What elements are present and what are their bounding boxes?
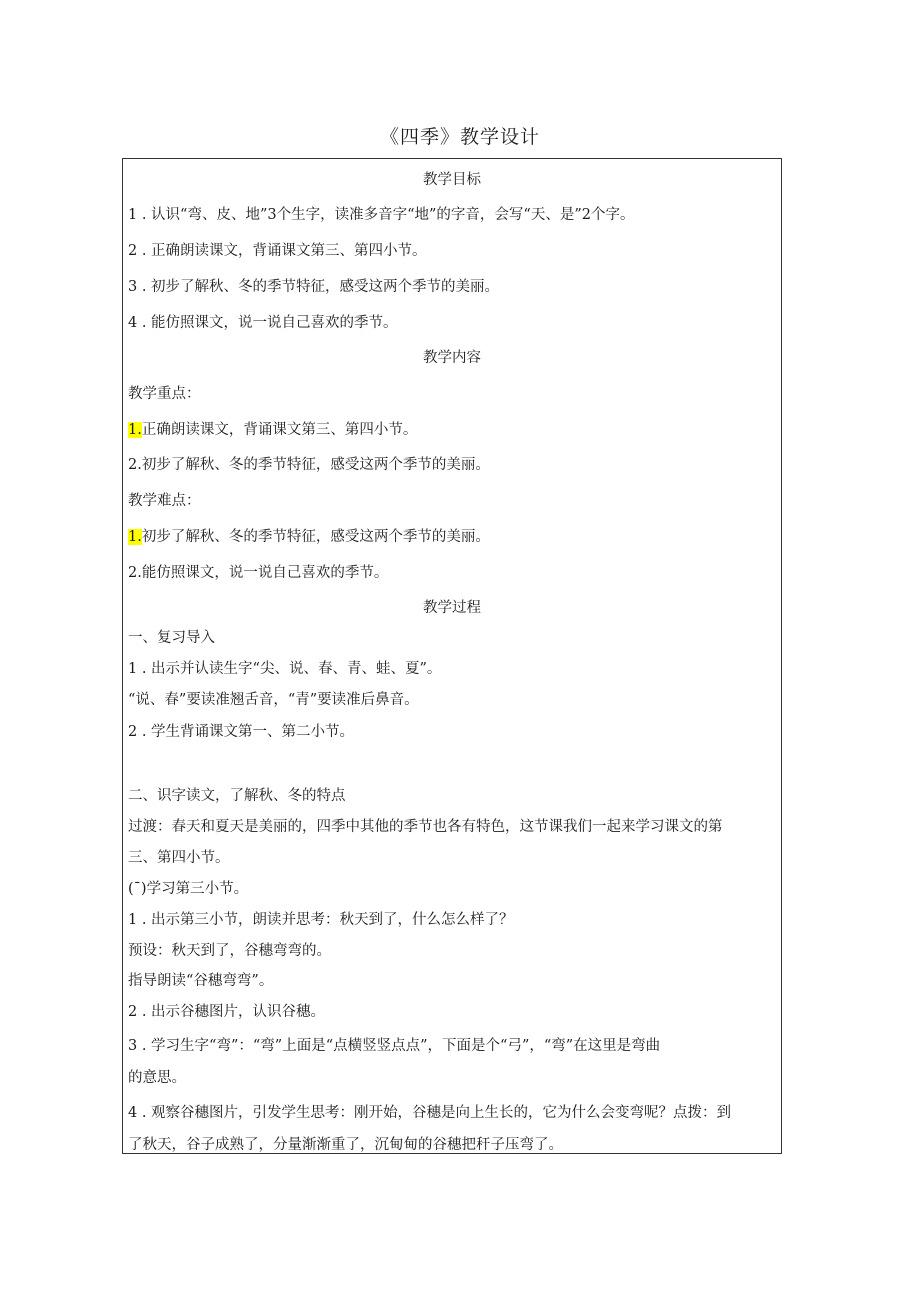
goal-item: 3 . 初步了解秋、冬的季节特征，感受这两个季节的美丽。	[128, 279, 500, 295]
process-line: 1 . 出示并认读生字“尖、说、春、青、蛙、夏”。	[128, 661, 442, 677]
process-line: 一、复习导入	[128, 630, 215, 646]
goal-item: 2 . 正确朗读课文，背诵课文第三、第四小节。	[128, 243, 427, 259]
process-line: 1 . 出示第三小节，朗读并思考：秋天到了，什么怎么样了？	[128, 912, 514, 928]
process-line: 了秋天，谷子成熟了，分量渐渐重了，沉甸甸的谷穗把秆子压弯了。	[128, 1137, 563, 1153]
key-point-item: 1.正确朗读课文，背诵课文第三、第四小节。	[128, 422, 418, 438]
process-line: 4 . 观察谷穗图片，引发学生思考：刚开始，谷穗是向上生长的，它为什么会变弯呢？点拨：到	[128, 1105, 732, 1121]
goal-item: 1 . 认识“弯、皮、地”3个生字，读准多音字“地”的字音，会写“天、是”2个字。	[128, 207, 635, 223]
highlight-mark: 1.	[128, 422, 142, 438]
key-points-label: 教学重点：	[128, 386, 201, 402]
process-line: 预设：秋天到了，谷穗弯弯的。	[128, 943, 331, 959]
document-title: 《四季》教学设计	[379, 126, 540, 148]
highlight-mark: 1.	[128, 529, 142, 545]
process-line: 二、识字读文，了解秋、冬的特点	[128, 788, 346, 804]
key-point-item: 2.初步了解秋、冬的季节特征，感受这两个季节的美丽。	[128, 457, 490, 473]
goal-item: 4 . 能仿照课文，说一说自己喜欢的季节。	[128, 315, 398, 331]
process-heading: 教学过程	[423, 600, 481, 616]
process-line: 三、第四小节。	[128, 850, 230, 866]
process-line: 指导朗读“谷穗弯弯”。	[128, 973, 274, 989]
difficult-points-label: 教学难点：	[128, 493, 201, 509]
process-line: (¯)学习第三小节。	[128, 881, 249, 897]
process-line: 过渡：春天和夏天是美丽的，四季中其他的季节也各有特色，这节课我们一起来学习课文的第	[128, 819, 723, 835]
content-heading: 教学内容	[423, 350, 481, 366]
process-line: 3 . 学习生字“弯”：“弯”上面是“点横竖竖点点”，下面是个“弓”，“弯”在这里是弯曲	[128, 1038, 661, 1054]
process-line: 2 . 出示谷穗图片，认识谷穗。	[128, 1004, 326, 1020]
process-line: 的意思。	[128, 1070, 186, 1086]
difficult-point-item: 1.初步了解秋、冬的季节特征，感受这两个季节的美丽。	[128, 529, 490, 545]
difficult-point-item: 2.能仿照课文，说一说自己喜欢的季节。	[128, 565, 389, 581]
process-line: “说、春”要读准翘舌音，“青”要读准后鼻音。	[128, 692, 419, 708]
process-line: 2 . 学生背诵课文第一、第二小节。	[128, 724, 355, 740]
goals-heading: 教学目标	[423, 172, 481, 188]
